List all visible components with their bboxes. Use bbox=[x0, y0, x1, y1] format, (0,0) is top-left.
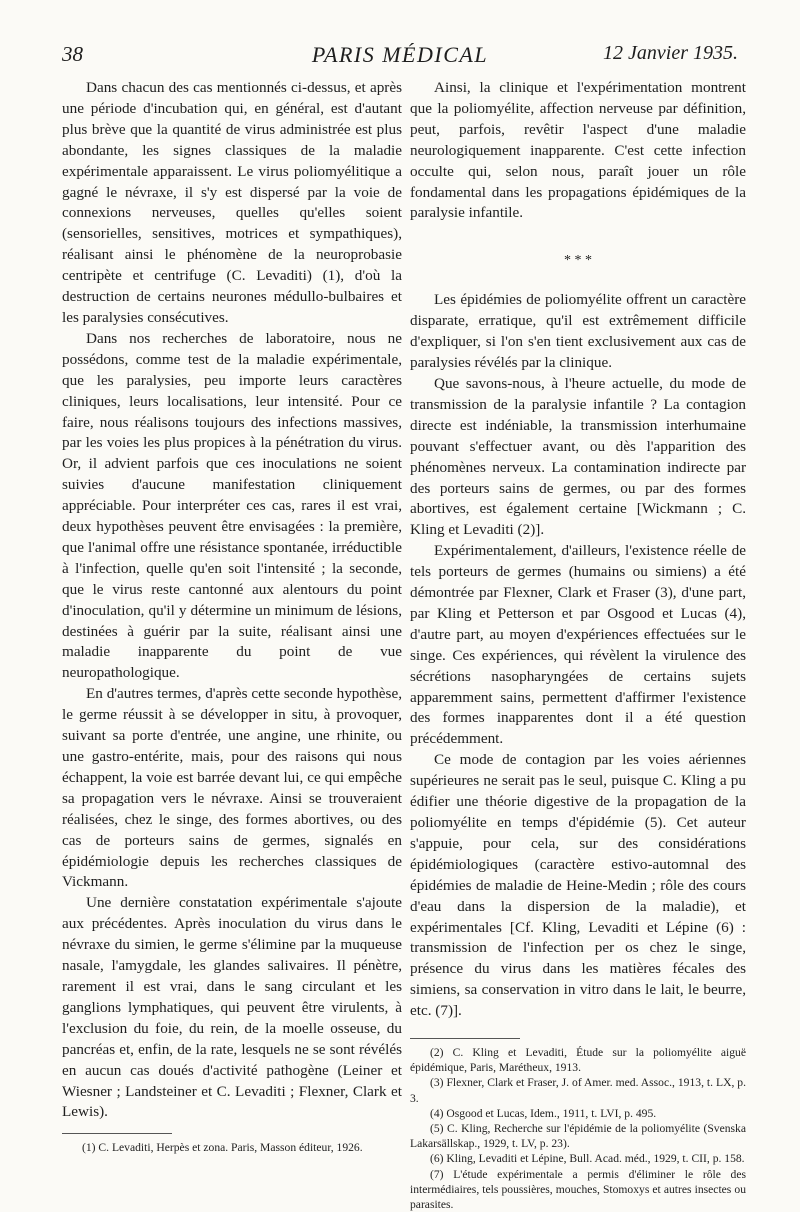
body-paragraph: Que savons-nous, à l'heure actuelle, du mode de transmission de la paralysie infantile ? La contagion directe est indéniable, la transmission interhumaine pouvant s'effectuer avant, ou dès l'apparition des phénomènes nerveux. La contamination indirecte par des porteurs sains de germes, ou par des formes abortives, est également certaine [Wickmann ; C. Kling et Levaditi (2)]. bbox=[410, 374, 746, 539]
issue-date: 12 Janvier 1935. bbox=[603, 42, 738, 64]
body-paragraph: Ainsi, la clinique et l'expérimentation montrent que la poliomyélite, affection nerveuse par définition, peut, parfois, revêtir l'aspect d'une maladie neurologiquement inapparente. C'est cette infection occulte qui, selon nous, paraît jouer un rôle fondamental dans les propagations épidémiques de la paralysie infantile. bbox=[410, 79, 746, 222]
footnotes-right bbox=[410, 1045, 746, 1212]
footnote: (2) C. Kling et Levaditi, Étude sur la poliomyélite aiguë épidémique, Paris, Marétheux, 1913. bbox=[410, 1046, 746, 1075]
footnote: (3) Flexner, Clark et Fraser, J. of Amer. med. Assoc., 1913, t. LX, p. 3. bbox=[410, 1076, 746, 1105]
body-paragraph: Dans chacun des cas mentionnés ci-dessus, et après une période d'incubation qui, en général, est d'autant plus brève que la quantité de virus administrée est plus abondante, les signes classiques de la maladie expérimentale apparaissent. Le virus poliomyélitique a gagné le névraxe, il s'y est dispersé par la voie de connexions nerveuses, quelles qu'elles soient (sensorielles, sensitives, motrices et sympathiques), réalisant ainsi le phénomène de la neuroprobasie centripète et centrifuge (C. Levaditi) (1), d'où la destruction de certains neurones médullo-bulbaires et les paralysies consécutives. bbox=[62, 79, 402, 326]
footnote: (1) C. Levaditi, Herpès et zona. Paris, Masson éditeur, 1926. bbox=[82, 1141, 363, 1155]
footnote-rule bbox=[62, 1133, 172, 1134]
journal-title: PARIS MÉDICAL bbox=[311, 42, 489, 67]
footnote: (7) L'étude expérimentale a permis d'éliminer le rôle des intermédiaires, tels poussières, mouches, Stomoxys et autres insectes ou parasites. bbox=[410, 1167, 746, 1212]
footnote: (5) C. Kling, Recherche sur l'épidémie de la poliomyélite (Svenska Lakarsällskap., 1929, t. LV, p. 23). bbox=[410, 1122, 746, 1151]
footnote-rule bbox=[410, 1038, 520, 1039]
footnote: (6) Kling, Levaditi et Lépine, Bull. Acad. méd., 1929, t. CII, p. 158. bbox=[430, 1152, 745, 1166]
page-number: 38 bbox=[62, 42, 83, 66]
page-header bbox=[62, 42, 738, 72]
body-paragraph: En d'autres termes, d'après cette seconde hypothèse, le germe réussit à se développer in situ, à provoquer, suivant sa porte d'entrée, une angine, une rhinite, ou une gastro-entérite, mais, pour des raisons qui nous échappent, la voie est barrée devant lui, ce qui empêche sa propagation vers le névraxe. Ainsi se trouveraient réalisées, chez le singe, des formes abortives, ou des cas de porteurs sains de germes, signalés en épidémiologie depuis les recherches classiques de Vickmann. bbox=[62, 685, 402, 891]
body-paragraph: Les épidémies de poliomyélite offrent un caractère disparate, erratique, qu'il est extrêmement difficile d'expliquer, si l'on s'en tient exclusivement aux cas de paralysies révélés par la clinique. bbox=[410, 291, 746, 372]
footnote: (4) Osgood et Lucas, Idem., 1911, t. LVI, p. 495. bbox=[430, 1106, 657, 1120]
section-separator: * * * bbox=[564, 253, 592, 269]
footnotes-left bbox=[62, 1140, 402, 1155]
body-paragraph: Ce mode de contagion par les voies aériennes supérieures ne serait pas le seul, puisque C. Kling a pu édifier une théorie digestive de la propagation de la poliomyélite en temps d'épidémie (5). Cet auteur s'appuie, pour cela, sur des considérations épidémiologiques (caractère estivo-automnal des épidémies de maladie de Heine-Medin ; rôle des cours d'eau dans la dispersion de la maladie), et expérimentales [Cf. Kling, Levaditi et Lépine (6) : transmission de l'infection per os chez le singe, présence du virus dans les matières fécales des simiens, sa conservation in vitro dans le lait, le beurre, etc. (7)]. bbox=[410, 751, 746, 1020]
body-paragraph: Expérimentalement, d'ailleurs, l'existence réelle de tels porteurs de germes (humains ou simiens) a été démontrée par Flexner, Clark et Fraser (3), d'une part, par Kling et Petterson et par Osgood et Lucas (4), d'autre part, au moyen d'expériences effectuées sur le singe. Ces expériences, qui révèlent la virulence des sécrétions nasopharyngées de certains sujets apparemment sains, permettent d'affirmer l'existence des formes inapparentes dont il a été question précédemment. bbox=[410, 542, 746, 748]
body-paragraph: Dans nos recherches de laboratoire, nous ne possédons, comme test de la maladie expérimentale, que les paralysies, peu importe leurs caractères cliniques, leurs localisations, leur intensité. Pour ce faire, nous réalisons toujours des infections massives, par les voies les plus propices à la pénétration du virus. Or, il advient parfois que ces inoculations ne soient suivies d'aucune manifestation cliniquement appréciable. Pour interpréter ces cas, rares il est vrai, deux hypothèses peuvent être envisagées : la première, que l'animal offre une résistance spontanée, irréductible à l'infection, quelle qu'en soit l'intensité ; la seconde, que le virus reste cantonné aux alentours du point d'inoculation, qu'il y détermine un minimum de lésions, destinées à guérir par la suite, réalisant ainsi une maladie inapparente du point de vue neuropathologique. bbox=[62, 329, 402, 682]
right-column bbox=[410, 78, 746, 1212]
left-column bbox=[62, 78, 402, 1156]
body-paragraph: Une dernière constatation expérimentale s'ajoute aux précédentes. Après inoculation du virus dans le névraxe du simien, le germe s'élimine par la muqueuse nasale, l'amygdale, les glandes salivaires. Il pénètre, rarement il est vrai, dans le sang circulant et les ganglions lymphatiques, qui peuvent être virulents, à l'exclusion du foie, du rein, de la moelle osseuse, du pancréas et, enfin, de la rate, lesquels ne se sont révélés en aucun cas doués d'activité pathogène (Leiner et Wiesner ; Landsteiner et C. Levaditi ; Flexner, Clark et Lewis). bbox=[62, 894, 402, 1121]
